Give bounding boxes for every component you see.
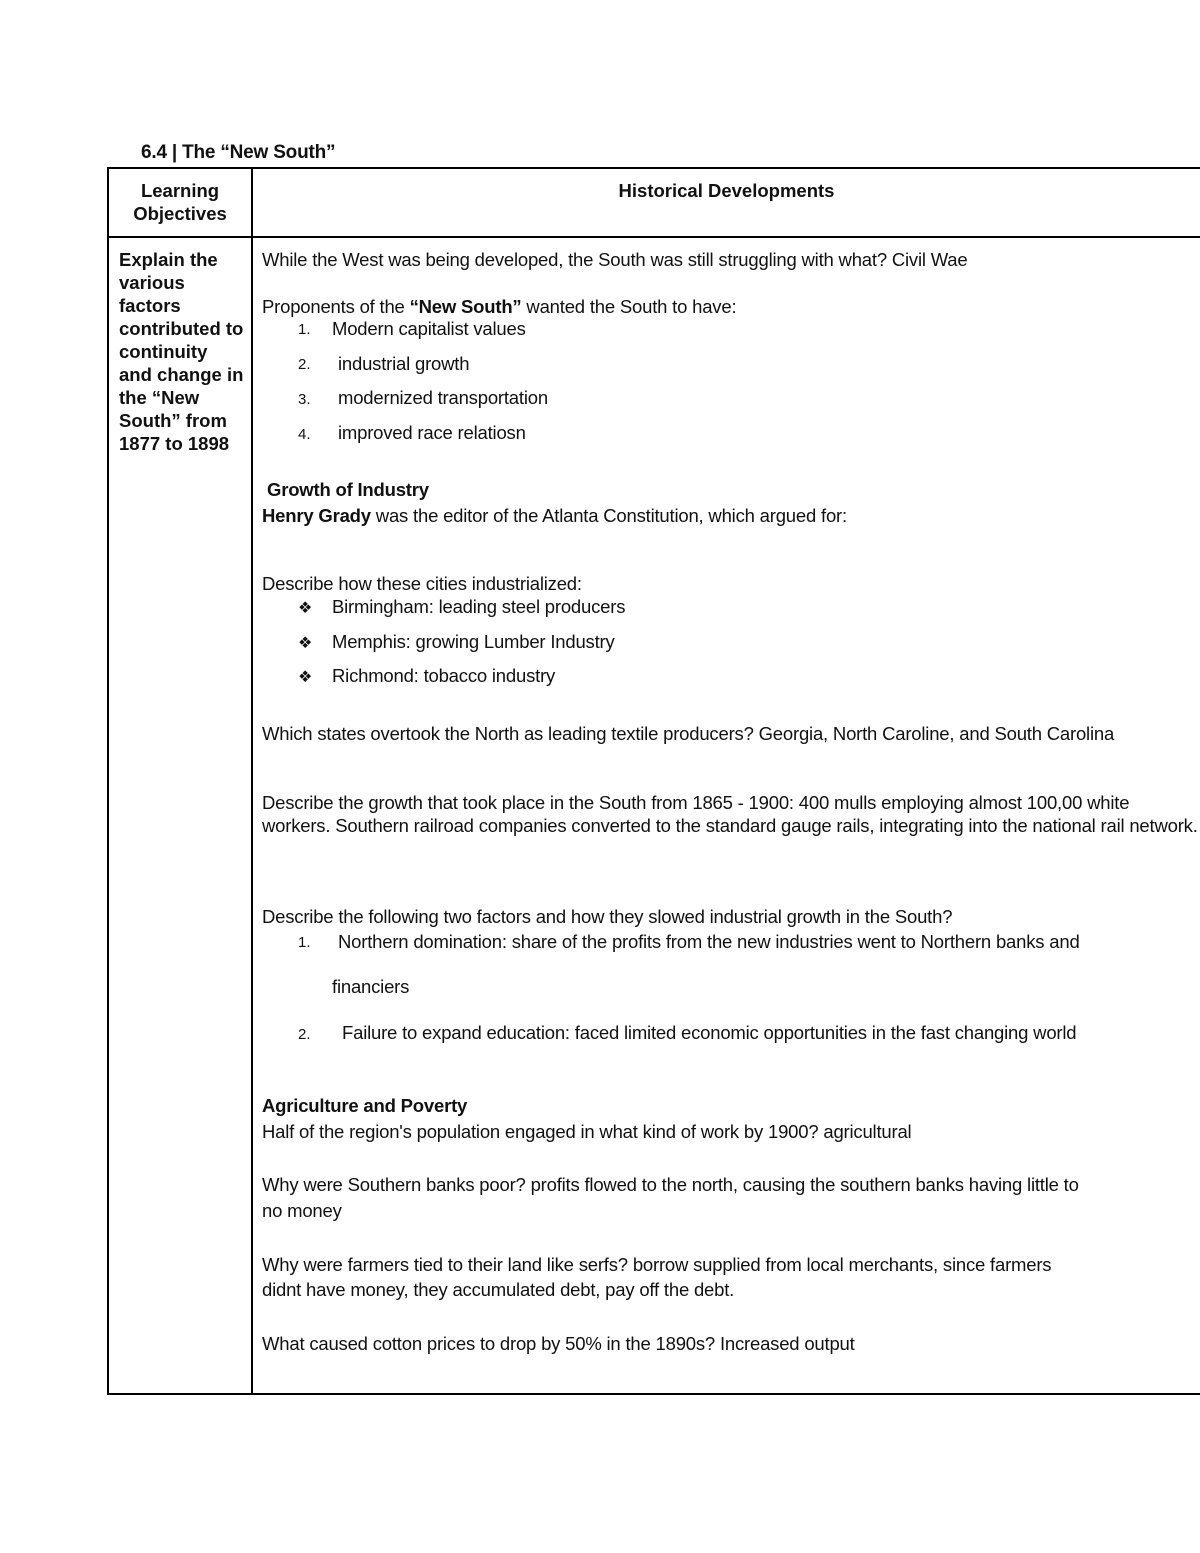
- goal-item: improved race relatiosn: [338, 422, 526, 443]
- agriculture-question: Half of the region's population engaged in what kind of work by 1900? agricultural: [262, 1121, 912, 1142]
- diamond-bullet-icon: ❖: [298, 635, 313, 652]
- factor-northern-domination: Northern domination: share of the profits from the new industries went to Northern banks and: [338, 931, 1080, 952]
- factor-number: 2.: [298, 1026, 311, 1043]
- header-learning-objectives: Learning Objectives: [133, 180, 227, 224]
- goal-number: 2.: [298, 356, 311, 373]
- factor-northern-domination-cont: financiers: [332, 976, 410, 997]
- diamond-bullet-icon: ❖: [298, 669, 313, 686]
- factor-number: 1.: [298, 934, 311, 951]
- header-divider: [109, 236, 1200, 238]
- textile-question: Which states overtook the North as leading textile producers? Georgia, North Caroline, and South Carolina: [262, 723, 1115, 744]
- proponents-line: Proponents of the “New South” wanted the South to have:: [262, 296, 737, 317]
- heading-agriculture-poverty: Agriculture and Poverty: [262, 1095, 468, 1116]
- goal-number: 3.: [298, 391, 311, 408]
- factor-education: Failure to expand education: faced limited economic opportunities in the fast changing world: [342, 1022, 1077, 1043]
- growth-question: Describe the growth that took place in the South from 1865 - 1900: 400 mulls employing almost 100,00 white workers. Southern railroad companies converted to the standard gauge rails, integrating into the national rail network.: [262, 792, 1198, 836]
- page-title: 6.4 | The “New South”: [141, 142, 336, 163]
- city-item: Richmond: tobacco industry: [332, 665, 556, 686]
- city-item: Birmingham: leading steel producers: [332, 596, 626, 617]
- banks-question-cont: no money: [262, 1200, 342, 1221]
- goal-item: modernized transportation: [338, 387, 548, 408]
- notes-table: [107, 167, 1200, 1395]
- goal-item: Modern capitalist values: [332, 318, 526, 339]
- factors-question: Describe the following two factors and how they slowed industrial growth in the South?: [262, 906, 953, 927]
- goal-number: 4.: [298, 426, 311, 443]
- learning-objective-text: Explain the various factors contributed to continuity and change in the “New South” from 1877 to 1898: [119, 249, 244, 454]
- goal-number: 1.: [298, 321, 311, 338]
- question-west: While the West was being developed, the South was still struggling with what? Civil Wae: [262, 249, 968, 270]
- farmers-question: Why were farmers tied to their land like serfs? borrow supplied from local merchants, since farmers: [262, 1254, 1052, 1275]
- column-divider: [251, 169, 253, 1393]
- farmers-question-cont: didnt have money, they accumulated debt, pay off the debt.: [262, 1279, 735, 1300]
- goal-item: industrial growth: [338, 353, 470, 374]
- header-historical-developments: Historical Developments: [618, 180, 835, 201]
- city-item: Memphis: growing Lumber Industry: [332, 631, 615, 652]
- cities-question: Describe how these cities industrialized:: [262, 573, 582, 594]
- henry-grady-line: Henry Grady was the editor of the Atlanta Constitution, which argued for:: [262, 505, 847, 526]
- cotton-question: What caused cotton prices to drop by 50% in the 1890s? Increased output: [262, 1333, 855, 1354]
- heading-growth-of-industry: Growth of Industry: [267, 479, 429, 500]
- banks-question: Why were Southern banks poor? profits flowed to the north, causing the southern banks having little to: [262, 1174, 1079, 1195]
- diamond-bullet-icon: ❖: [298, 600, 313, 617]
